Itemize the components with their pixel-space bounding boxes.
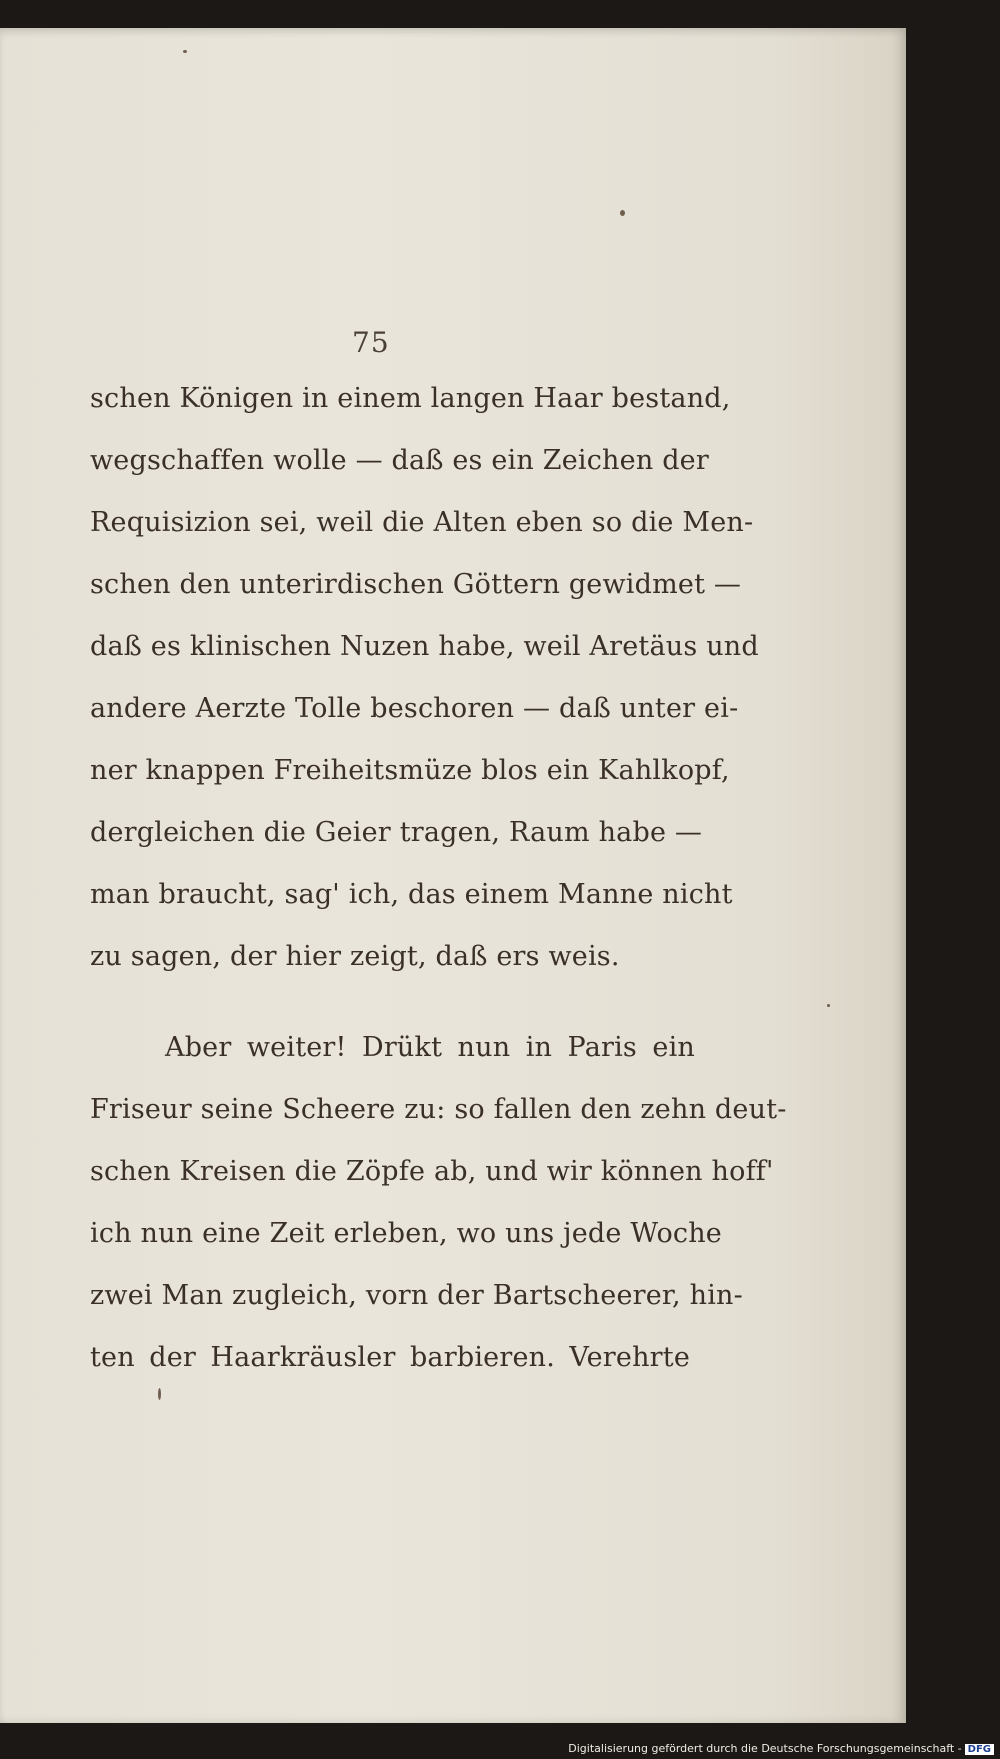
text-line: ich nun eine Zeit erleben, wo uns jede Woche — [90, 1218, 722, 1249]
text-line: ten der Haarkräusler barbieren. Verehrte — [90, 1342, 690, 1373]
text-line: daß es klinischen Nuzen habe, weil Aretäus und — [90, 631, 759, 662]
credit-text: Digitalisierung gefördert durch die Deutsche Forschungsgemeinschaft - — [568, 1742, 962, 1755]
text-line: Friseur seine Scheere zu: so fallen den zehn deut- — [90, 1094, 787, 1125]
paper-speck — [158, 1388, 161, 1400]
paper-speck — [183, 50, 187, 53]
text-line: ner knappen Freiheitsmüze blos ein Kahlkopf, — [90, 755, 730, 786]
page-number: 75 — [352, 326, 390, 359]
text-line: andere Aerzte Tolle beschoren — daß unter ei- — [90, 693, 739, 724]
text-line: schen Königen in einem langen Haar bestand, — [90, 383, 731, 414]
text-line: dergleichen die Geier tragen, Raum habe — — [90, 817, 703, 848]
dfg-logo: DFG — [965, 1744, 994, 1755]
book-page — [0, 28, 906, 1723]
text-line: schen den unterirdischen Göttern gewidmet — — [90, 569, 742, 600]
digitization-credit — [568, 1742, 994, 1755]
paper-speck — [620, 210, 625, 216]
text-line: man braucht, sag' ich, das einem Manne nicht — [90, 879, 733, 910]
text-line: Requisizion sei, weil die Alten eben so die Men- — [90, 507, 754, 538]
text-line: schen Kreisen die Zöpfe ab, und wir können hoff' — [90, 1156, 774, 1187]
text-line: zu sagen, der hier zeigt, daß ers weis. — [90, 941, 620, 972]
text-line: zwei Man zugleich, vorn der Bartscheerer, hin- — [90, 1280, 743, 1311]
text-line: wegschaffen wolle — daß es ein Zeichen der — [90, 445, 709, 476]
text-line: Aber weiter! Drükt nun in Paris ein — [165, 1032, 695, 1063]
paper-speck — [827, 1004, 830, 1007]
